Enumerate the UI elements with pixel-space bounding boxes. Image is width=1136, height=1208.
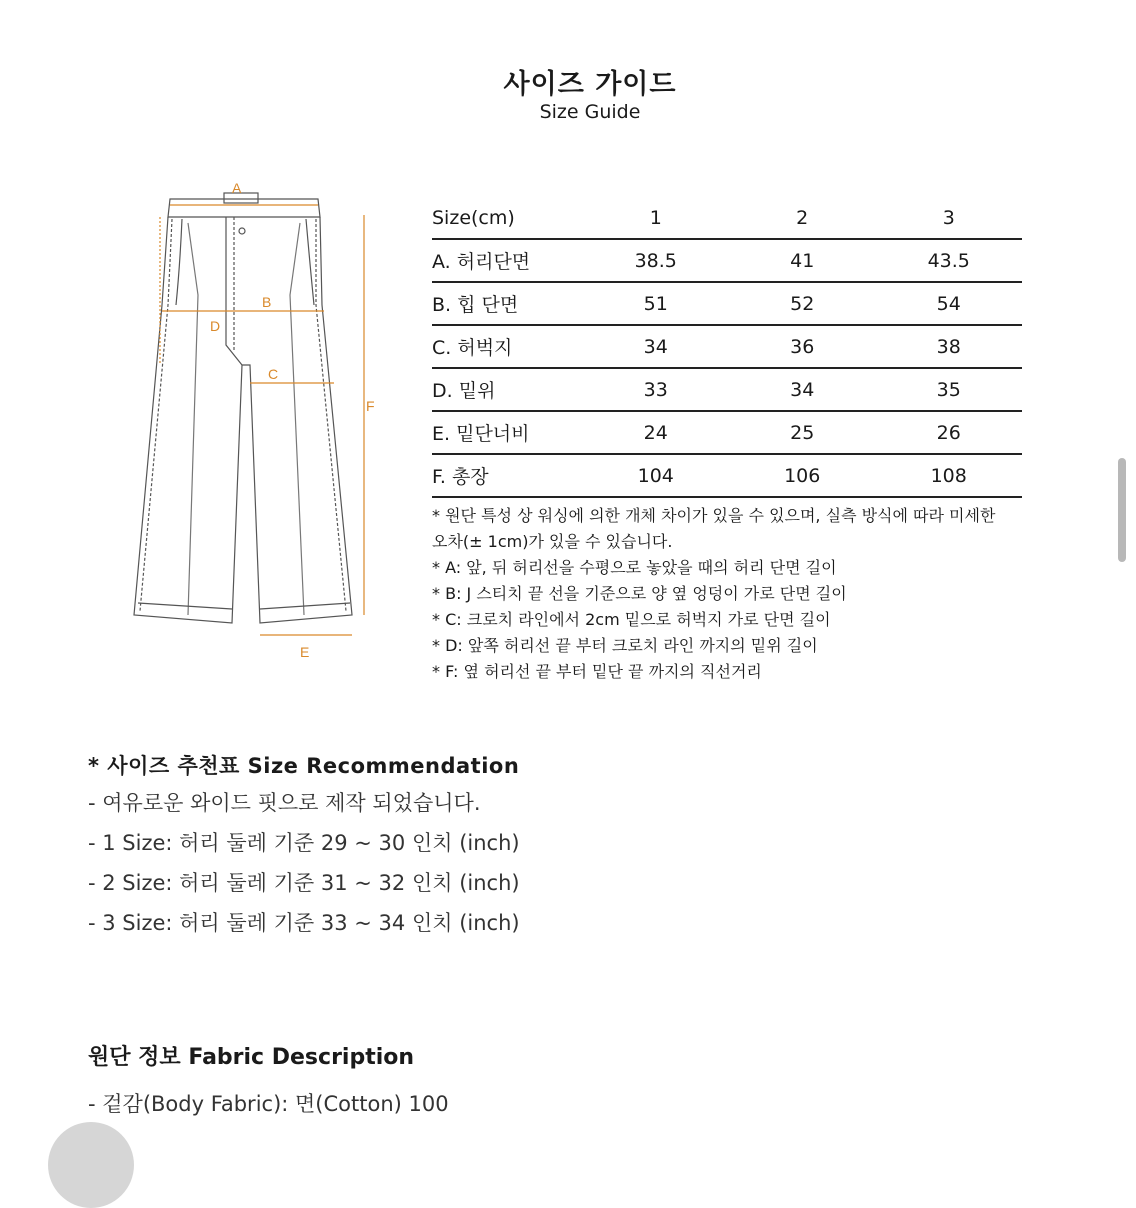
size-table xyxy=(432,197,1022,498)
cell-value: 33 xyxy=(583,368,729,411)
header-size-2: 2 xyxy=(729,197,875,239)
label-c: C xyxy=(268,366,279,382)
recommendation-list xyxy=(88,783,520,943)
recommendation-line: - 여유로운 와이드 핏으로 제작 되었습니다. xyxy=(88,791,481,815)
cell-value: 36 xyxy=(729,325,875,368)
cell-value: 34 xyxy=(583,325,729,368)
row-label: F. 총장 xyxy=(432,454,583,497)
cell-value: 38 xyxy=(875,325,1022,368)
table-row xyxy=(432,239,1022,282)
note-line: * 원단 특성 상 워싱에 의한 개체 차이가 있을 수 있으며, 실측 방식에 따라 미세한 xyxy=(432,506,996,525)
header-size-cm: Size(cm) xyxy=(432,197,583,239)
note-line: * C: 크로치 라인에서 2cm 밑으로 허벅지 가로 단면 길이 xyxy=(432,610,831,629)
note-line: * F: 옆 허리선 끝 부터 밑단 끝 까지의 직선거리 xyxy=(432,662,762,681)
row-label: C. 허벅지 xyxy=(432,325,583,368)
row-label: B. 힙 단면 xyxy=(432,282,583,325)
fabric-heading: 원단 정보 Fabric Description xyxy=(88,1045,415,1070)
cell-value: 38.5 xyxy=(583,239,729,282)
waistband xyxy=(168,199,320,217)
cell-value: 24 xyxy=(583,411,729,454)
label-d: D xyxy=(210,318,221,334)
table-row xyxy=(432,325,1022,368)
cell-value: 52 xyxy=(729,282,875,325)
note-line: * D: 앞쪽 허리선 끝 부터 크로치 라인 까지의 밑위 길이 xyxy=(432,636,818,655)
note-line: * B: J 스티치 끝 선을 기준으로 양 옆 엉덩이 가로 단면 길이 xyxy=(432,584,847,603)
label-b: B xyxy=(262,294,272,310)
table-row xyxy=(432,368,1022,411)
recommendation-line: - 1 Size: 허리 둘레 기준 29 ~ 30 인치 (inch) xyxy=(88,831,520,855)
recommendation-line: - 3 Size: 허리 둘레 기준 33 ~ 34 인치 (inch) xyxy=(88,911,520,935)
table-row xyxy=(432,411,1022,454)
cell-value: 35 xyxy=(875,368,1022,411)
cell-value: 54 xyxy=(875,282,1022,325)
note-line: * A: 앞, 뒤 허리선을 수평으로 놓았을 때의 허리 단면 길이 xyxy=(432,558,837,577)
label-f: F xyxy=(366,398,375,414)
page-title: 사이즈 가이드 xyxy=(503,69,677,100)
row-label: D. 밑위 xyxy=(432,368,583,411)
recommendation-line: - 2 Size: 허리 둘레 기준 31 ~ 32 인치 (inch) xyxy=(88,871,520,895)
page-subtitle: Size Guide xyxy=(539,101,641,123)
recommendation-heading: * 사이즈 추천표 Size Recommendation xyxy=(88,754,520,778)
label-e: E xyxy=(300,644,310,660)
pants-outline xyxy=(134,217,352,623)
cell-value: 104 xyxy=(583,454,729,497)
header-size-3: 3 xyxy=(875,197,1022,239)
pants-diagram xyxy=(120,175,400,665)
table-row xyxy=(432,454,1022,497)
cell-value: 106 xyxy=(729,454,875,497)
row-label: A. 허리단면 xyxy=(432,239,583,282)
cell-value: 51 xyxy=(583,282,729,325)
fabric-line: - 겉감(Body Fabric): 면(Cotton) 100 xyxy=(88,1092,449,1116)
note-line: 오차(± 1cm)가 있을 수 있습니다. xyxy=(432,532,673,551)
cell-value: 26 xyxy=(875,411,1022,454)
cell-value: 43.5 xyxy=(875,239,1022,282)
measurement-notes xyxy=(432,503,1032,685)
row-label: E. 밑단너비 xyxy=(432,411,583,454)
header-size-1: 1 xyxy=(583,197,729,239)
cell-value: 41 xyxy=(729,239,875,282)
cell-value: 34 xyxy=(729,368,875,411)
table-header-row xyxy=(432,197,1022,239)
cell-value: 108 xyxy=(875,454,1022,497)
table-row xyxy=(432,282,1022,325)
floating-button[interactable] xyxy=(48,1122,134,1208)
scrollbar-thumb[interactable] xyxy=(1118,458,1126,562)
cell-value: 25 xyxy=(729,411,875,454)
label-a: A xyxy=(232,180,242,196)
